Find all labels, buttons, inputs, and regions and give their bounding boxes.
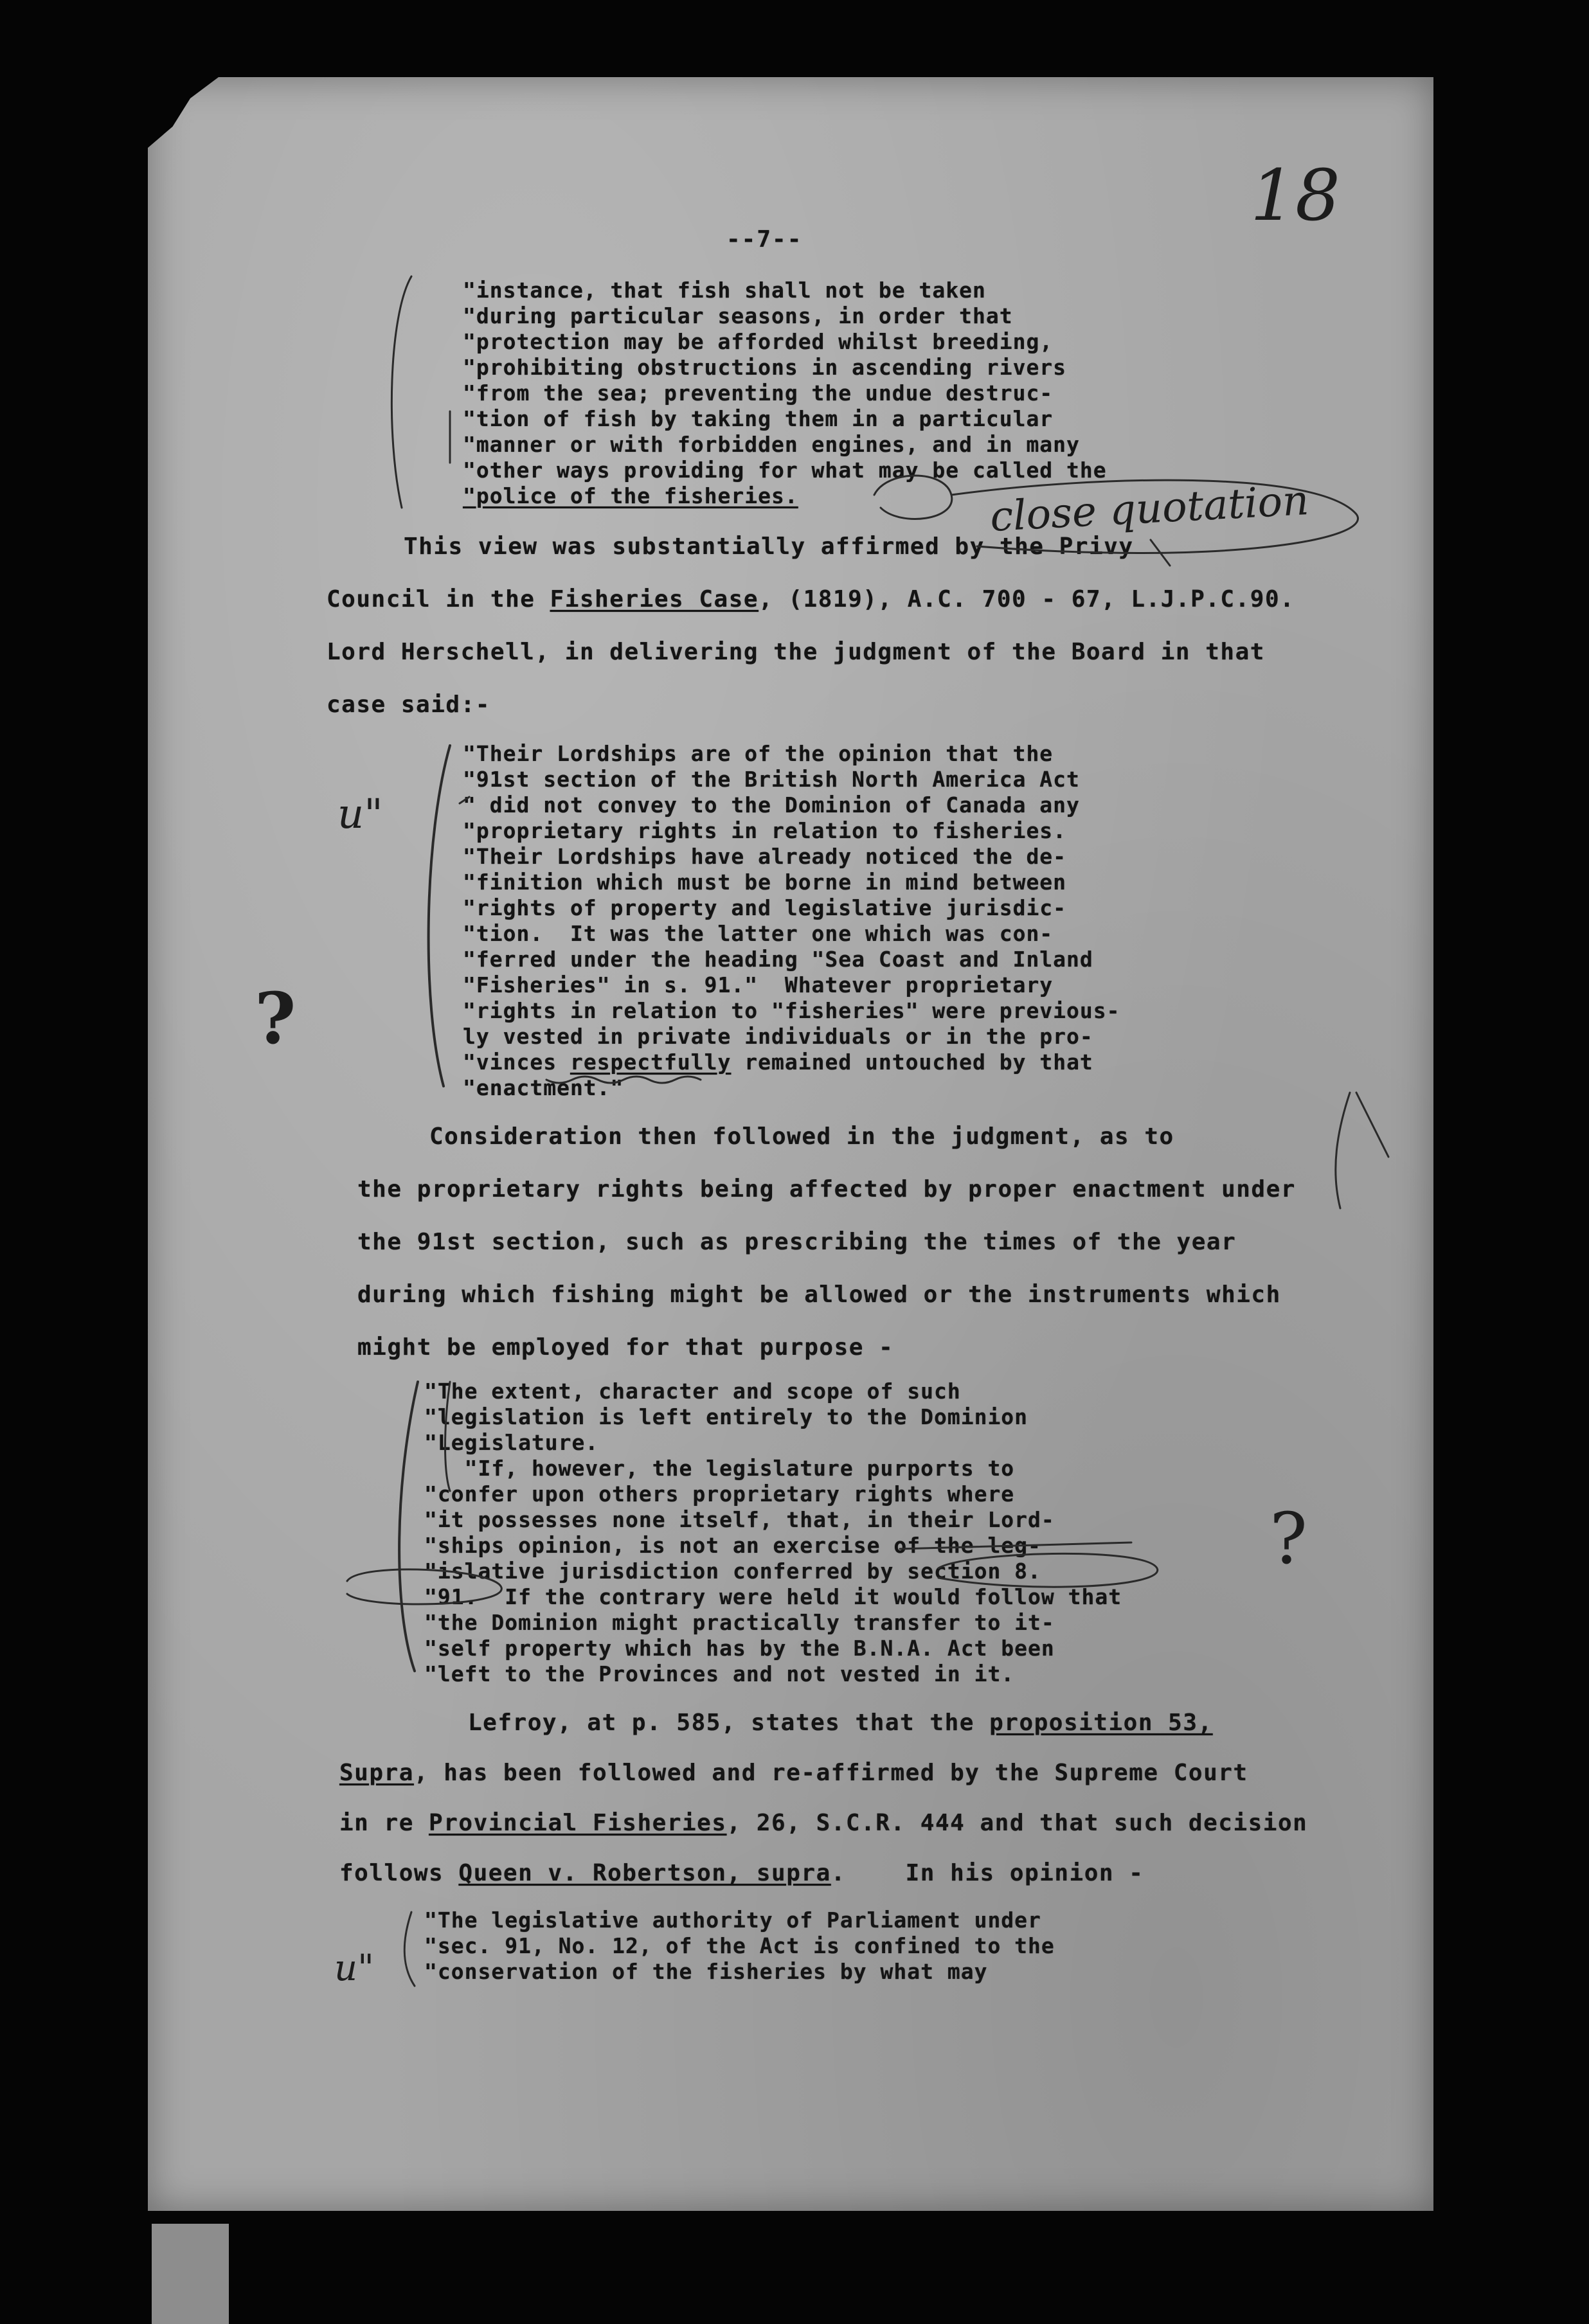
text-run: "vinces — [463, 1050, 570, 1075]
paragraph-line: might be employed for that purpose - — [357, 1334, 894, 1361]
paragraph-line: Consideration then followed in the judgment, as to — [429, 1123, 1174, 1150]
quote2-line: " did not convey to the Dominion of Canada any — [463, 792, 1080, 818]
underlined-ref: Queen v. Robertson, supra — [458, 1860, 831, 1886]
quote2-line: "rights in relation to "fisheries" were previous- — [463, 998, 1120, 1023]
quote1-line: "prohibiting obstructions in ascending rivers — [463, 355, 1067, 380]
text-run: . In his opinion - — [830, 1860, 1144, 1886]
paragraph-line: the 91st section, such as prescribing the times of the year — [357, 1229, 1237, 1255]
section-loop — [938, 1553, 1158, 1587]
margin-mark — [1356, 1093, 1388, 1157]
quote2-line: "rights of property and legislative jurisdic- — [463, 895, 1067, 920]
question-mark-annotation: ? — [255, 977, 296, 1060]
paragraph-line: during which fishing might be allowed or the instruments which — [357, 1282, 1281, 1308]
quote2-line: "finition which must be borne in mind between — [463, 870, 1067, 895]
text-run: follows — [339, 1860, 459, 1886]
quote1-line: "from the sea; preventing the undue destruc- — [463, 380, 1054, 406]
text-run: , (1819), A.C. 700 - 67, L.J.P.C.90. — [759, 586, 1295, 612]
quote3-line: "ships opinion, is not an exercise of the leg- — [424, 1533, 1041, 1558]
bracket-mark — [391, 276, 411, 508]
underlined-ref: proposition 53, — [989, 1710, 1213, 1736]
quote3-line: "The extent, character and scope of such — [424, 1379, 961, 1404]
text-run: , 26, S.C.R. 444 and that such decision — [726, 1810, 1308, 1836]
case-name: Fisheries Case — [550, 586, 759, 612]
section-loop — [347, 1569, 501, 1604]
bracket-mark — [399, 1382, 418, 1671]
quote3-line: "the Dominion might practically transfer to it- — [424, 1610, 1055, 1635]
bracket-mark — [404, 1912, 415, 1986]
close-quotation-note: close quotation — [989, 477, 1311, 541]
text-run: remained untouched by that — [731, 1050, 1093, 1075]
paragraph-line: Lord Herschell, in delivering the judgment of the Board in that — [327, 639, 1265, 665]
quote3-line: "confer upon others proprietary rights where — [424, 1481, 1015, 1506]
bracket-mark — [429, 746, 450, 1086]
margin-mark: u" — [337, 791, 383, 838]
quote1-line: "instance, that fish shall not be taken — [463, 278, 986, 303]
quote2-line: "Their Lordships are of the opinion that the — [463, 741, 1054, 766]
question-mark-annotation: ? — [1270, 1497, 1307, 1580]
quote4-line: "The legislative authority of Parliament under — [424, 1908, 1041, 1933]
quote2-line: "Their Lordships have already noticed the de- — [463, 844, 1067, 869]
margin-mark: u" — [334, 1947, 374, 1989]
quote3-line: "Legislature. — [424, 1430, 599, 1455]
quote1-line: "protection may be afforded whilst breeding, — [463, 329, 1054, 354]
quote3-line: "it possesses none itself, that, in their Lord- — [424, 1507, 1055, 1532]
page-marker: --7-- — [726, 226, 803, 253]
quote1-line: "during particular seasons, in order that — [463, 303, 1013, 328]
quote1-line: "other ways providing for what may be called the — [463, 458, 1107, 483]
quote3-line: "left to the Provinces and not vested in it. — [424, 1661, 1015, 1686]
quote4-line: "sec. 91, No. 12, of the Act is confined to the — [424, 1933, 1055, 1958]
underlined-word: respectfully — [570, 1050, 732, 1075]
text-run: Council in the — [327, 586, 550, 612]
paragraph-line: This view was substantially affirmed by the Privy — [404, 533, 1134, 560]
quote2-line: "ferred under the heading "Sea Coast and Inland — [463, 947, 1093, 972]
bracket-mark — [460, 797, 469, 803]
paragraph-line: case said:- — [327, 692, 490, 718]
text-run: in re — [339, 1810, 429, 1836]
quote3-line: "legislation is left entirely to the Dominion — [424, 1404, 1028, 1429]
quote2-line: "Fisheries" in s. 91." Whatever proprietary — [463, 972, 1054, 997]
paragraph-line: the proprietary rights being affected by proper enactment under — [357, 1176, 1296, 1202]
margin-bracket — [1336, 1093, 1350, 1208]
wavy-underline — [546, 1077, 701, 1083]
quote3-line: "islative jurisdiction conferred by section 8. — [424, 1559, 1041, 1584]
quote1-line: "manner or with forbidden engines, and in many — [463, 432, 1080, 457]
quote1-line: "tion of fish by taking them in a particular — [463, 406, 1054, 431]
quote3-line: "self property which has by the B.N.A. Act been — [424, 1636, 1055, 1661]
quote2-line: "proprietary rights in relation to fisheries. — [463, 818, 1067, 843]
underlined-ref: Provincial Fisheries — [429, 1810, 727, 1836]
quote4-line: "conservation of the fisheries by what may — [424, 1959, 988, 1984]
quote2-line: ly vested in private individuals or in the pro- — [463, 1024, 1093, 1049]
quote2-line: "enactment." — [463, 1075, 624, 1100]
bracket-mark — [445, 1382, 451, 1491]
quote3-line: "91. If the contrary were held it would follow that — [424, 1584, 1122, 1609]
text-run: , has been followed and re-affirmed by the Supreme Court — [413, 1760, 1248, 1786]
quote3-line: "If, however, the legislature purports to — [424, 1456, 1015, 1481]
quote2-line: "91st section of the British North America Act — [463, 767, 1080, 792]
section-underline — [900, 1542, 1131, 1549]
text-run: Lefroy, at p. 585, states that the — [468, 1710, 990, 1736]
underlined-ref: Supra — [339, 1760, 414, 1786]
folio-number: 18 — [1250, 154, 1340, 237]
quote1-line: "police of the fisheries. — [463, 483, 798, 508]
quote-loop — [874, 476, 1358, 553]
quote2-line: "tion. It was the latter one which was con- — [463, 921, 1054, 946]
